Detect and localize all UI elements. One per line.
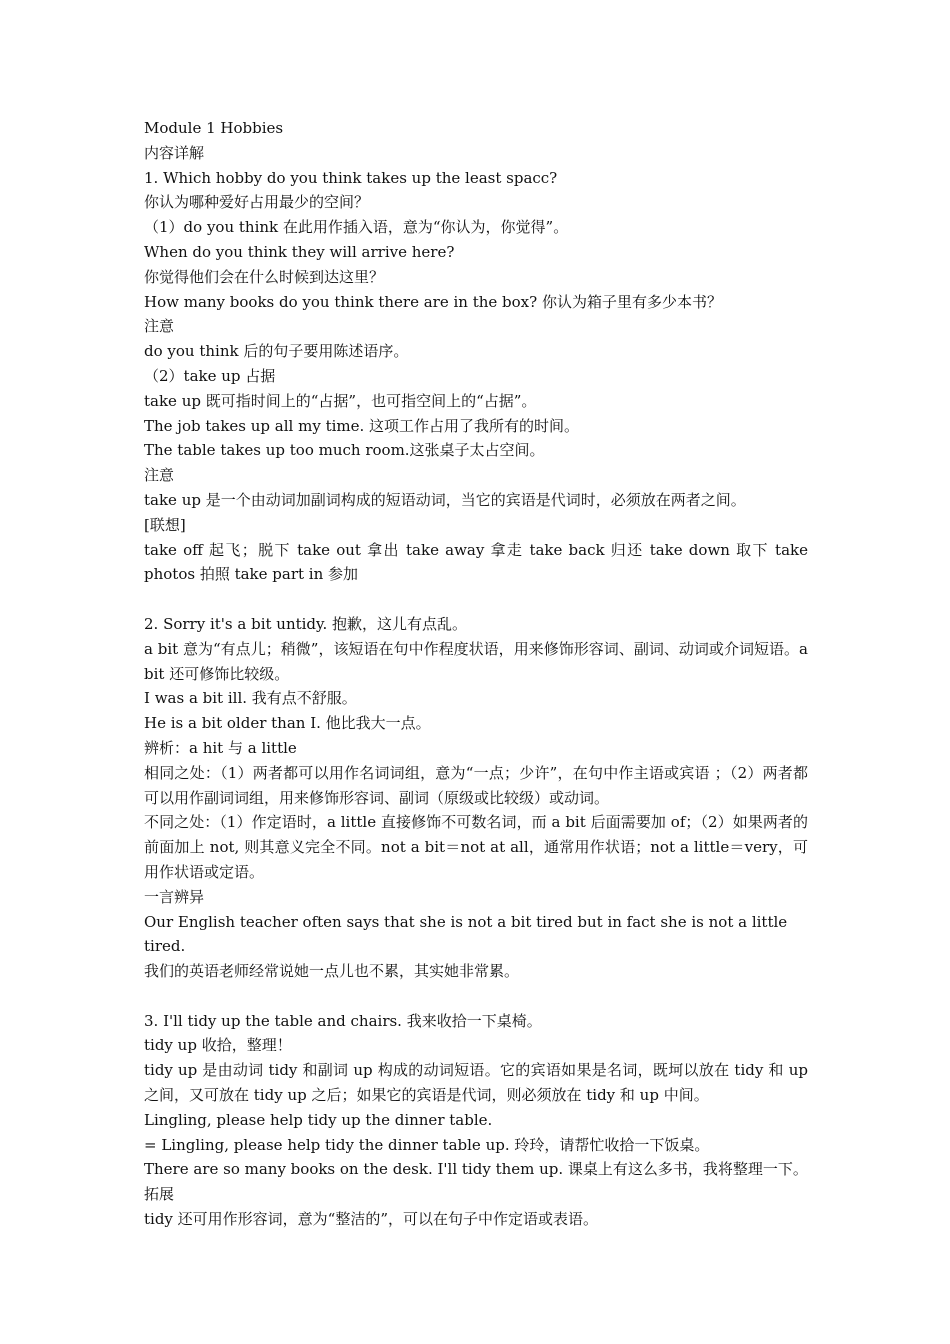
module-title: Module 1 Hobbies: [144, 119, 284, 137]
example-translation: 我们的英语老师经常说她一点儿也不累，其实她非常累。: [144, 962, 520, 981]
document-body: [144, 116, 808, 1232]
example-sentence: I was a bit ill. 我有点不舒服。: [144, 689, 357, 708]
item-1-sentence: 1. Which hobby do you think takes up the least spacc?: [144, 168, 558, 187]
item-3-explanation: tidy up 是由动词 tidy 和副词 up 构成的动词短语。它的宾语如果是名词，既坷以放在 tidy 和 up 之间，又可放在 tidy up 之后；如果它的宾语是代词，则必须放在 tidy 和 up 中间。: [144, 1061, 808, 1105]
point-2-heading: （2）take up 占据: [144, 366, 276, 385]
association-heading: [联想]: [144, 515, 186, 534]
example-translation: 你觉得他们会在什么时候到达这里？: [144, 267, 385, 286]
example-sentence: = Lingling, please help tidy the dinner table up. 玲玲，请帮忙收拾一下饭桌。: [144, 1135, 710, 1154]
example-sentence: He is a bit older than I. 他比我大一点。: [144, 714, 431, 733]
section-heading: 内容详解: [144, 143, 205, 162]
example-sentence: Our English teacher often says that she is not a bit tired but in fact she is not a little tired.: [144, 912, 788, 956]
note-heading: 注意: [144, 466, 175, 485]
comparison-heading: 辨析：a hit 与 a little: [144, 738, 297, 757]
example-sentence: How many books do you think there are in the box? 你认为箱子里有多少本书？: [144, 292, 722, 311]
extension-heading: 拓展: [144, 1185, 175, 1204]
note-heading: 注意: [144, 317, 175, 336]
example-sentence: When do you think they will arrive here?: [144, 242, 455, 261]
item-1-translation: 你认为哪种爱好占用最少的空间？: [144, 193, 370, 212]
blank-line: [144, 587, 808, 612]
example-sentence: There are so many books on the desk. I'll tidy them up. 课桌上有这么多书，我将整理一下。: [144, 1160, 808, 1179]
example-sentence: Lingling, please help tidy up the dinner table.: [144, 1110, 493, 1129]
point-2-explanation: take up 既可指时间上的“占据”，也可指空间上的“占据”。: [144, 391, 537, 410]
similarities-text: 相同之处：（1）两者都可以用作名词词组，意为“一点；少许”，在句中作主语或宾语 ；（2）两者都可以用作副词词组，用来修饰形容词、副词（原级或比较级）或动词。: [144, 763, 808, 807]
differences-text: 不同之处：（1）作定语时，a little 直接修饰不可数名词，而 a bit 后面需要加 of；（2）如果两者的前面加上 not, 则其意义完全不同。not a bit＝not at all，通常用作状语；not a little＝very，可用作状语或定语。: [144, 813, 808, 881]
distinction-heading: 一言辨异: [144, 887, 205, 906]
association-phrases: take off 起飞；脱下 take out 拿出 take away 拿走 take back 归还 take down 取下 take photos 拍照 take part in 参加: [144, 540, 808, 584]
example-sentence: The job takes up all my time. 这项工作占用了我所有的时间。: [144, 416, 580, 435]
note-text: do you think 后的句子要用陈述语序。: [144, 342, 409, 361]
extension-text: tidy 还可用作形容词，意为“整洁的”，可以在句子中作定语或表语。: [144, 1210, 599, 1229]
item-2-sentence: 2. Sorry it's a bit untidy. 抱歉，这儿有点乱。: [144, 614, 468, 633]
point-1-explanation: （1）do you think 在此用作插入语，意为“你认为，你觉得”。: [144, 218, 569, 237]
blank-line: [144, 984, 808, 1009]
item-2-explanation: a bit 意为“有点儿；稍微”，该短语在句中作程度状语，用来修饰形容词、副词、动词或介词短语。a bit 还可修饰比较级。: [144, 639, 808, 683]
example-sentence: The table takes up too much room.这张桌子太占空间。: [144, 441, 545, 460]
item-3-definition: tidy up 收拾，整理！: [144, 1036, 292, 1055]
note-text: take up 是一个由动词加副词构成的短语动词，当它的宾语是代词时，必须放在两者之间。: [144, 490, 746, 509]
item-3-sentence: 3. I'll tidy up the table and chairs. 我来收拾一下桌椅。: [144, 1011, 542, 1030]
